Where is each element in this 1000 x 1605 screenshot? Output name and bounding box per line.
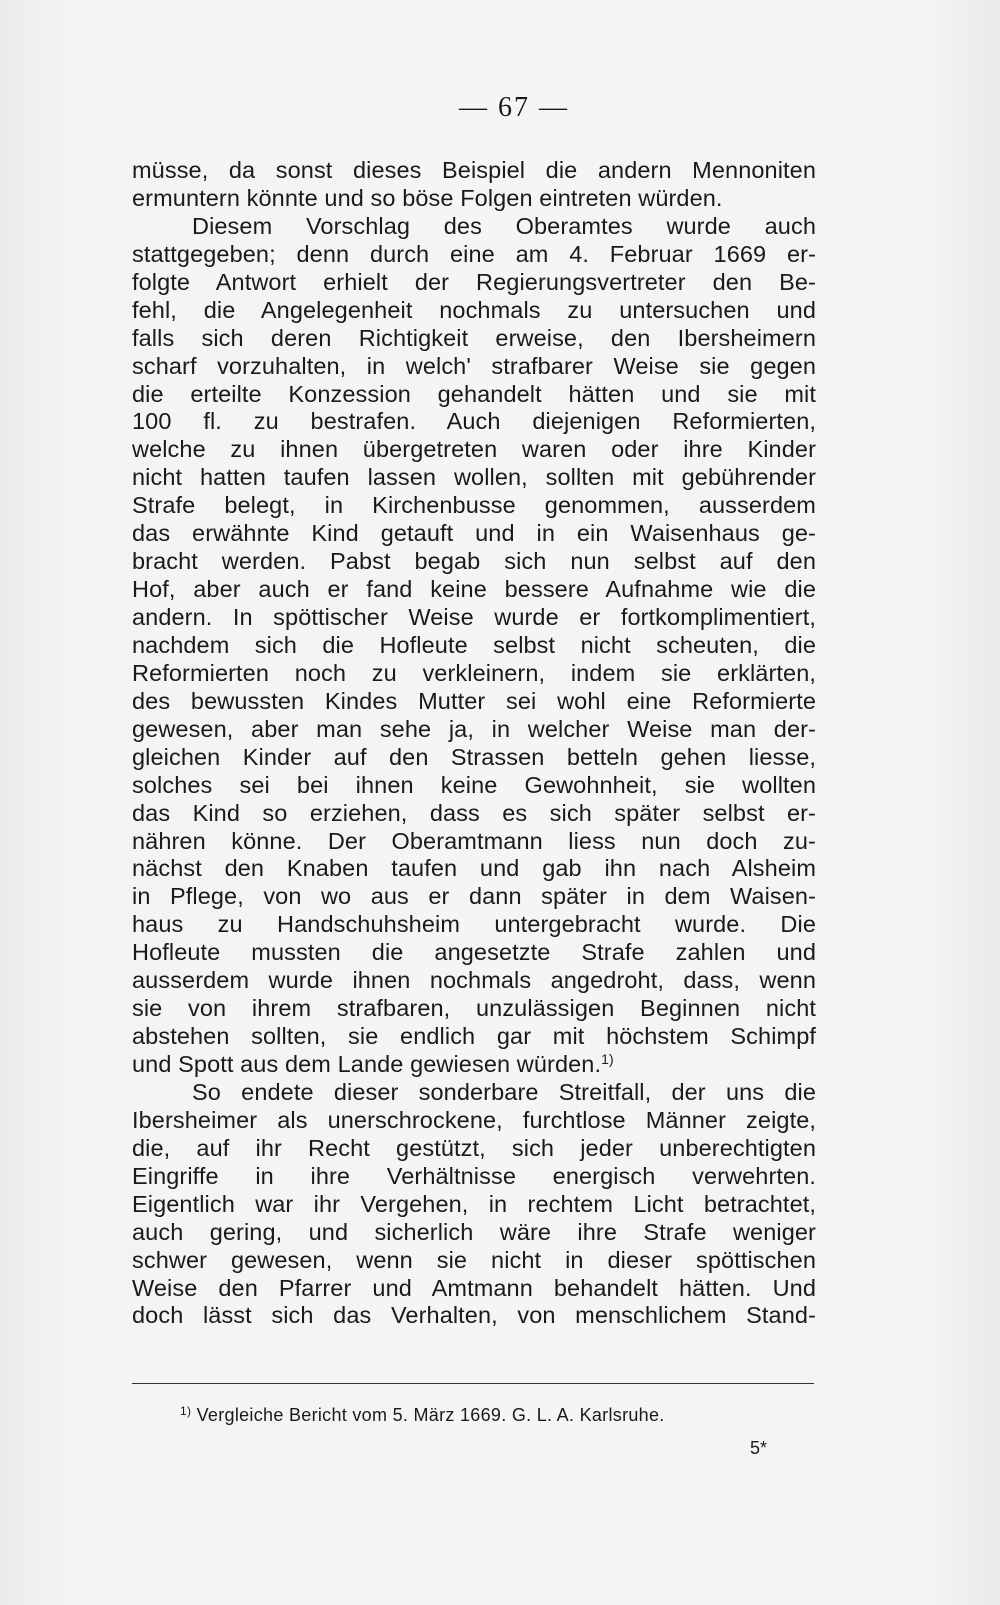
text-line [132,632,816,660]
text-line-content: Weise den Pfarrer und Amtmann behandelt hätten. Und [132,1274,816,1301]
text-line-content: 100 fl. zu bestrafen. Auch diejenigen Reformierten, [132,408,816,435]
page-number: — 67 — [459,92,569,123]
text-line [132,716,816,744]
text-line [132,381,816,409]
text-line-content: nähren könne. Der Oberamtmann liess nun doch zu- [132,827,816,854]
text-line [132,548,816,576]
text-line-content: falls sich deren Richtigkeit erweise, den Ibersheimern [132,324,816,351]
text-line [132,464,816,492]
text-line [132,492,816,520]
text-line [132,604,816,632]
text-line [132,157,816,185]
text-line-content: solches sei bei ihnen keine Gewohnheit, sie wollten [132,771,816,798]
text-line-content: welche zu ihnen übergetreten waren oder ihre Kinder [132,436,816,463]
text-line-content: ausserdem wurde ihnen nochmals angedroht, dass, wenn [132,967,816,994]
text-line [132,883,816,911]
text-line [132,911,816,939]
footnote-reference: 1) [601,1051,614,1067]
text-line [132,800,816,828]
text-line-content: die, auf ihr Recht gestützt, sich jeder unberechtigten [132,1134,816,1161]
signature-mark: 5* [750,1438,768,1458]
text-line [132,1219,816,1247]
text-line [132,660,816,688]
text-line [132,828,816,856]
text-line [132,1107,816,1135]
text-line-content: Diesem Vorschlag des Oberamtes wurde auch [192,212,816,239]
text-line-content: nicht hatten taufen lassen wollen, sollten mit gebührender [132,464,816,491]
text-line [132,744,816,772]
text-line-content: Hofleute mussten die angesetzte Strafe zahlen und [132,939,816,966]
text-line-content: die erteilte Konzession gehandelt hätten und sie mit [132,380,816,407]
text-line-content: andern. In spöttischer Weise wurde er fortkomplimentiert, [132,604,816,630]
text-line [132,855,816,883]
text-line-content: in Pflege, von wo aus er dann später in dem Waisen- [132,883,816,910]
text-line-content: So endete dieser sonderbare Streitfall, der uns die [192,1078,816,1105]
text-line-content: nachdem sich die Hofleute selbst nicht scheuten, die [132,631,816,658]
text-line-content: das Kind so erziehen, dass es sich später selbst er- [132,799,816,826]
text-line [132,772,816,800]
text-line [132,1302,816,1330]
text-line [132,939,816,967]
text-line-content: gleichen Kinder auf den Strassen betteln gehen liesse, [132,743,816,770]
text-line [132,436,816,464]
text-line-content: Reformierten noch zu verkleinern, indem sie erklärten, [132,659,816,686]
text-line [132,1079,816,1107]
text-line [132,408,816,436]
text-line [132,1023,816,1051]
text-line-content: des bewussten Kindes Mutter sei wohl eine Reformierte [132,687,816,714]
text-line-content: scharf vorzuhalten, in welch' strafbarer Weise sie gegen [132,352,816,379]
footnote [180,1405,665,1426]
text-line-content: Eingriffe in ihre Verhältnisse energisch verwehrten. [132,1162,816,1189]
text-line-content: und Spott aus dem Lande gewiesen würden. [132,1051,602,1077]
text-line-content: Strafe belegt, in Kirchenbusse genommen, ausserdem [132,492,816,519]
text-line-content: haus zu Handschuhsheim untergebracht wurde. Die [132,911,816,938]
text-line [132,353,816,381]
text-line-content: Hof, aber auch er fand keine bessere Aufnahme wie die [132,576,816,603]
text-line [132,967,816,995]
text-line [132,576,816,604]
text-line-content: Ibersheimer als unerschrockene, furchtlose Männer zeigte, [132,1106,816,1133]
text-line [132,1247,816,1275]
text-line-content: stattgegeben; denn durch eine am 4. Februar 1669 er- [132,240,816,267]
text-line [132,1191,816,1219]
text-line-content: sie von ihrem strafbaren, unzulässigen Beginnen nicht [132,995,816,1022]
text-line [132,213,816,241]
text-line-content: abstehen sollten, sie endlich gar mit höchstem Schimpf [132,1023,816,1050]
text-line [132,269,816,297]
text-line [132,185,816,213]
text-line [132,1135,816,1163]
text-line-content: doch lässt sich das Verhalten, von menschlichem Stand- [132,1302,816,1329]
footnote-divider [132,1383,814,1384]
text-line [132,1163,816,1191]
text-line-content: Eigentlich war ihr Vergehen, in rechtem Licht betrachtet, [132,1190,816,1217]
text-line-content: ermuntern könnte und so böse Folgen eintreten würden. [132,184,723,211]
text-line [132,995,816,1023]
footnote-marker: 1) [180,1404,192,1418]
text-line-content: auch gering, und sicherlich wäre ihre Strafe weniger [132,1218,816,1245]
text-line [132,1275,816,1303]
text-line [132,688,816,716]
footnote-text: Vergleiche Bericht vom 5. März 1669. G. L. A. Karlsruhe. [196,1405,665,1425]
text-line [132,297,816,325]
text-line-content: gewesen, aber man sehe ja, in welcher Weise man der- [132,715,816,742]
text-line [132,241,816,269]
text-line-content: nächst den Knaben taufen und gab ihn nach Alsheim [132,855,816,882]
text-line-content: bracht werden. Pabst begab sich nun selbst auf den [132,548,816,575]
text-line-content: schwer gewesen, wenn sie nicht in dieser spöttischen [132,1246,816,1273]
text-line-content: folgte Antwort erhielt der Regierungsvertreter den Be- [132,268,816,295]
text-line-content: das erwähnte Kind getauft und in ein Waisenhaus ge- [132,520,816,547]
text-line-content: fehl, die Angelegenheit nochmals zu untersuchen und [132,296,816,323]
text-line-content: müsse, da sonst dieses Beispiel die andern Mennoniten [132,157,816,183]
body-text [132,157,816,1330]
text-line [132,1051,816,1079]
text-line [132,520,816,548]
text-line [132,325,816,353]
